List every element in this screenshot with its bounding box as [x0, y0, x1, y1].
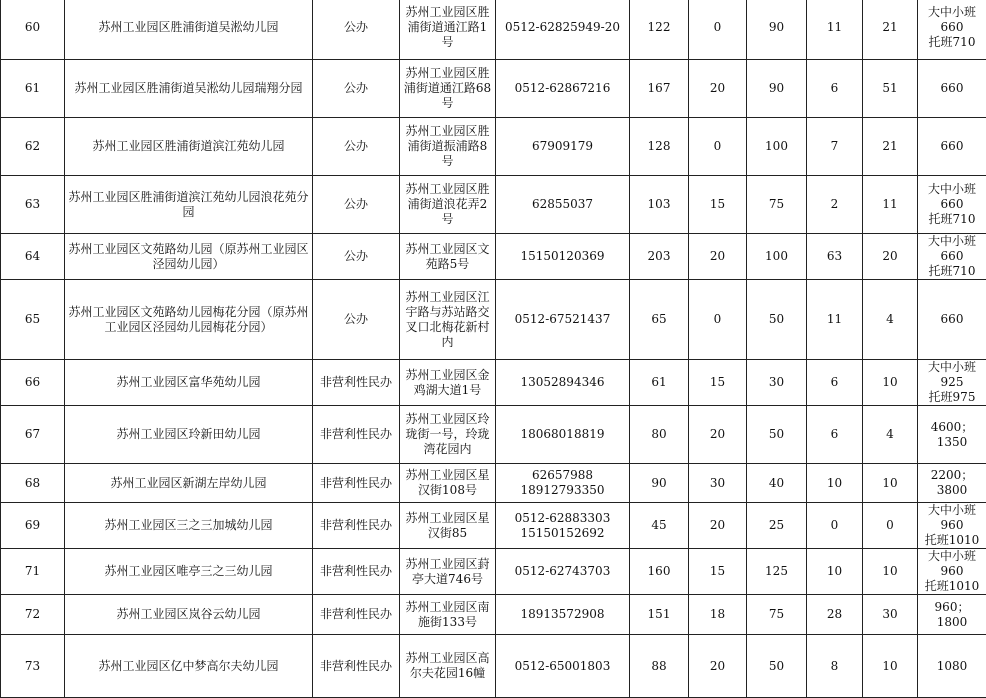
- count-4: 6: [807, 360, 863, 406]
- count-3: 90: [747, 60, 807, 118]
- count-2: 20: [689, 234, 747, 280]
- count-3: 100: [747, 234, 807, 280]
- count-5: 30: [863, 595, 918, 635]
- fee: 1080: [918, 635, 986, 698]
- phone: 0512-67521437: [496, 280, 630, 360]
- kindergarten-name: 苏州工业园区文苑路幼儿园（原苏州工业园区泾园幼儿园）: [65, 234, 313, 280]
- school-type: 非营利性民办: [313, 595, 400, 635]
- count-4: 0: [807, 503, 863, 549]
- row-number: 63: [1, 176, 65, 234]
- count-3: 75: [747, 595, 807, 635]
- fee: 660: [918, 280, 986, 360]
- row-number: 67: [1, 406, 65, 464]
- kindergarten-name: 苏州工业园区岚谷云幼儿园: [65, 595, 313, 635]
- table-row: [1, 0, 986, 60]
- address: 苏州工业园区胜浦街道浪花弄2号: [400, 176, 496, 234]
- count-2: 20: [689, 503, 747, 549]
- school-type: 公办: [313, 0, 400, 60]
- row-number: 73: [1, 635, 65, 698]
- count-2: 0: [689, 118, 747, 176]
- phone: 0512-65001803: [496, 635, 630, 698]
- count-1: 160: [630, 549, 689, 595]
- row-number: 62: [1, 118, 65, 176]
- count-5: 51: [863, 60, 918, 118]
- count-5: 10: [863, 360, 918, 406]
- count-5: 21: [863, 0, 918, 60]
- kindergarten-name: 苏州工业园区富华苑幼儿园: [65, 360, 313, 406]
- address: 苏州工业园区胜浦街道通江路68号: [400, 60, 496, 118]
- fee: 960；1800: [918, 595, 986, 635]
- count-5: 10: [863, 635, 918, 698]
- count-2: 0: [689, 280, 747, 360]
- address: 苏州工业园区玲珑街一号，玲珑湾花园内: [400, 406, 496, 464]
- phone: 18068018819: [496, 406, 630, 464]
- count-4: 6: [807, 406, 863, 464]
- school-type: 非营利性民办: [313, 406, 400, 464]
- count-4: 2: [807, 176, 863, 234]
- fee: 大中小班660 托班710: [918, 234, 986, 280]
- address: 苏州工业园区南施街133号: [400, 595, 496, 635]
- count-4: 10: [807, 464, 863, 503]
- count-1: 61: [630, 360, 689, 406]
- table-row: [1, 234, 986, 280]
- phone: 0512-62883303 15150152692: [496, 503, 630, 549]
- count-3: 50: [747, 635, 807, 698]
- count-1: 167: [630, 60, 689, 118]
- address: 苏州工业园区金鸡湖大道1号: [400, 360, 496, 406]
- count-4: 11: [807, 280, 863, 360]
- phone: 67909179: [496, 118, 630, 176]
- kindergarten-name: 苏州工业园区文苑路幼儿园梅花分园（原苏州工业园区泾园幼儿园梅花分园）: [65, 280, 313, 360]
- address: 苏州工业园区高尔夫花园16幢: [400, 635, 496, 698]
- count-1: 122: [630, 0, 689, 60]
- count-3: 50: [747, 280, 807, 360]
- count-5: 10: [863, 549, 918, 595]
- table-row: [1, 280, 986, 360]
- count-1: 151: [630, 595, 689, 635]
- row-number: 72: [1, 595, 65, 635]
- count-3: 40: [747, 464, 807, 503]
- phone: 62657988 18912793350: [496, 464, 630, 503]
- count-1: 103: [630, 176, 689, 234]
- address: 苏州工业园区胜浦街道振浦路8号: [400, 118, 496, 176]
- count-5: 10: [863, 464, 918, 503]
- row-number: 68: [1, 464, 65, 503]
- count-4: 11: [807, 0, 863, 60]
- phone: 0512-62743703: [496, 549, 630, 595]
- count-3: 75: [747, 176, 807, 234]
- school-type: 公办: [313, 118, 400, 176]
- table-row: [1, 118, 986, 176]
- count-3: 25: [747, 503, 807, 549]
- count-2: 15: [689, 360, 747, 406]
- school-type: 公办: [313, 60, 400, 118]
- kindergarten-name: 苏州工业园区胜浦街道吴淞幼儿园瑞翔分园: [65, 60, 313, 118]
- table-row: [1, 60, 986, 118]
- table-row: [1, 406, 986, 464]
- row-number: 71: [1, 549, 65, 595]
- school-type: 非营利性民办: [313, 549, 400, 595]
- table-row: [1, 176, 986, 234]
- kindergarten-name: 苏州工业园区新湖左岸幼儿园: [65, 464, 313, 503]
- kindergarten-name: 苏州工业园区胜浦街道滨江苑幼儿园: [65, 118, 313, 176]
- row-number: 64: [1, 234, 65, 280]
- fee: 大中小班660 托班710: [918, 176, 986, 234]
- count-1: 80: [630, 406, 689, 464]
- fee: 大中小班960 托班1010: [918, 503, 986, 549]
- phone: 15150120369: [496, 234, 630, 280]
- count-3: 125: [747, 549, 807, 595]
- fee: 大中小班660 托班710: [918, 0, 986, 60]
- address: 苏州工业园区葑亭大道746号: [400, 549, 496, 595]
- count-3: 30: [747, 360, 807, 406]
- count-3: 100: [747, 118, 807, 176]
- count-2: 0: [689, 0, 747, 60]
- row-number: 69: [1, 503, 65, 549]
- count-5: 4: [863, 280, 918, 360]
- school-type: 非营利性民办: [313, 503, 400, 549]
- count-1: 203: [630, 234, 689, 280]
- count-5: 0: [863, 503, 918, 549]
- kindergarten-name: 苏州工业园区胜浦街道吴淞幼儿园: [65, 0, 313, 60]
- address: 苏州工业园区星汉街108号: [400, 464, 496, 503]
- count-3: 90: [747, 0, 807, 60]
- count-4: 28: [807, 595, 863, 635]
- count-4: 63: [807, 234, 863, 280]
- count-1: 45: [630, 503, 689, 549]
- count-1: 90: [630, 464, 689, 503]
- fee: 2200；3800: [918, 464, 986, 503]
- fee: 大中小班960 托班1010: [918, 549, 986, 595]
- fee: 大中小班925 托班975: [918, 360, 986, 406]
- count-5: 11: [863, 176, 918, 234]
- school-type: 公办: [313, 280, 400, 360]
- count-2: 15: [689, 549, 747, 595]
- kindergarten-name: 苏州工业园区三之三加城幼儿园: [65, 503, 313, 549]
- count-5: 4: [863, 406, 918, 464]
- row-number: 60: [1, 0, 65, 60]
- row-number: 66: [1, 360, 65, 406]
- count-1: 128: [630, 118, 689, 176]
- table-row: [1, 360, 986, 406]
- school-type: 非营利性民办: [313, 635, 400, 698]
- fee: 4600；1350: [918, 406, 986, 464]
- school-type: 非营利性民办: [313, 464, 400, 503]
- count-3: 50: [747, 406, 807, 464]
- phone: 13052894346: [496, 360, 630, 406]
- count-2: 18: [689, 595, 747, 635]
- count-1: 88: [630, 635, 689, 698]
- count-4: 7: [807, 118, 863, 176]
- table-row: [1, 503, 986, 549]
- row-number: 65: [1, 280, 65, 360]
- school-type: 非营利性民办: [313, 360, 400, 406]
- fee: 660: [918, 118, 986, 176]
- address: 苏州工业园区胜浦街道通江路1号: [400, 0, 496, 60]
- phone: 62855037: [496, 176, 630, 234]
- address: 苏州工业园区文苑路5号: [400, 234, 496, 280]
- kindergarten-name: 苏州工业园区唯亭三之三幼儿园: [65, 549, 313, 595]
- count-2: 15: [689, 176, 747, 234]
- table-row: [1, 464, 986, 503]
- address: 苏州工业园区江宇路与苏站路交叉口北梅花新村内: [400, 280, 496, 360]
- address: 苏州工业园区星汉街85: [400, 503, 496, 549]
- school-type: 公办: [313, 176, 400, 234]
- count-2: 20: [689, 406, 747, 464]
- count-4: 10: [807, 549, 863, 595]
- count-4: 8: [807, 635, 863, 698]
- count-5: 20: [863, 234, 918, 280]
- kindergarten-name: 苏州工业园区亿中梦高尔夫幼儿园: [65, 635, 313, 698]
- count-5: 21: [863, 118, 918, 176]
- table-row: [1, 549, 986, 595]
- count-1: 65: [630, 280, 689, 360]
- kindergarten-name: 苏州工业园区玲新田幼儿园: [65, 406, 313, 464]
- phone: 0512-62825949-20: [496, 0, 630, 60]
- phone: 18913572908: [496, 595, 630, 635]
- school-type: 公办: [313, 234, 400, 280]
- table-row: [1, 595, 986, 635]
- table-row: [1, 635, 986, 698]
- phone: 0512-62867216: [496, 60, 630, 118]
- count-2: 20: [689, 60, 747, 118]
- row-number: 61: [1, 60, 65, 118]
- count-2: 30: [689, 464, 747, 503]
- count-2: 20: [689, 635, 747, 698]
- count-4: 6: [807, 60, 863, 118]
- fee: 660: [918, 60, 986, 118]
- kindergarten-name: 苏州工业园区胜浦街道滨江苑幼儿园浪花苑分园: [65, 176, 313, 234]
